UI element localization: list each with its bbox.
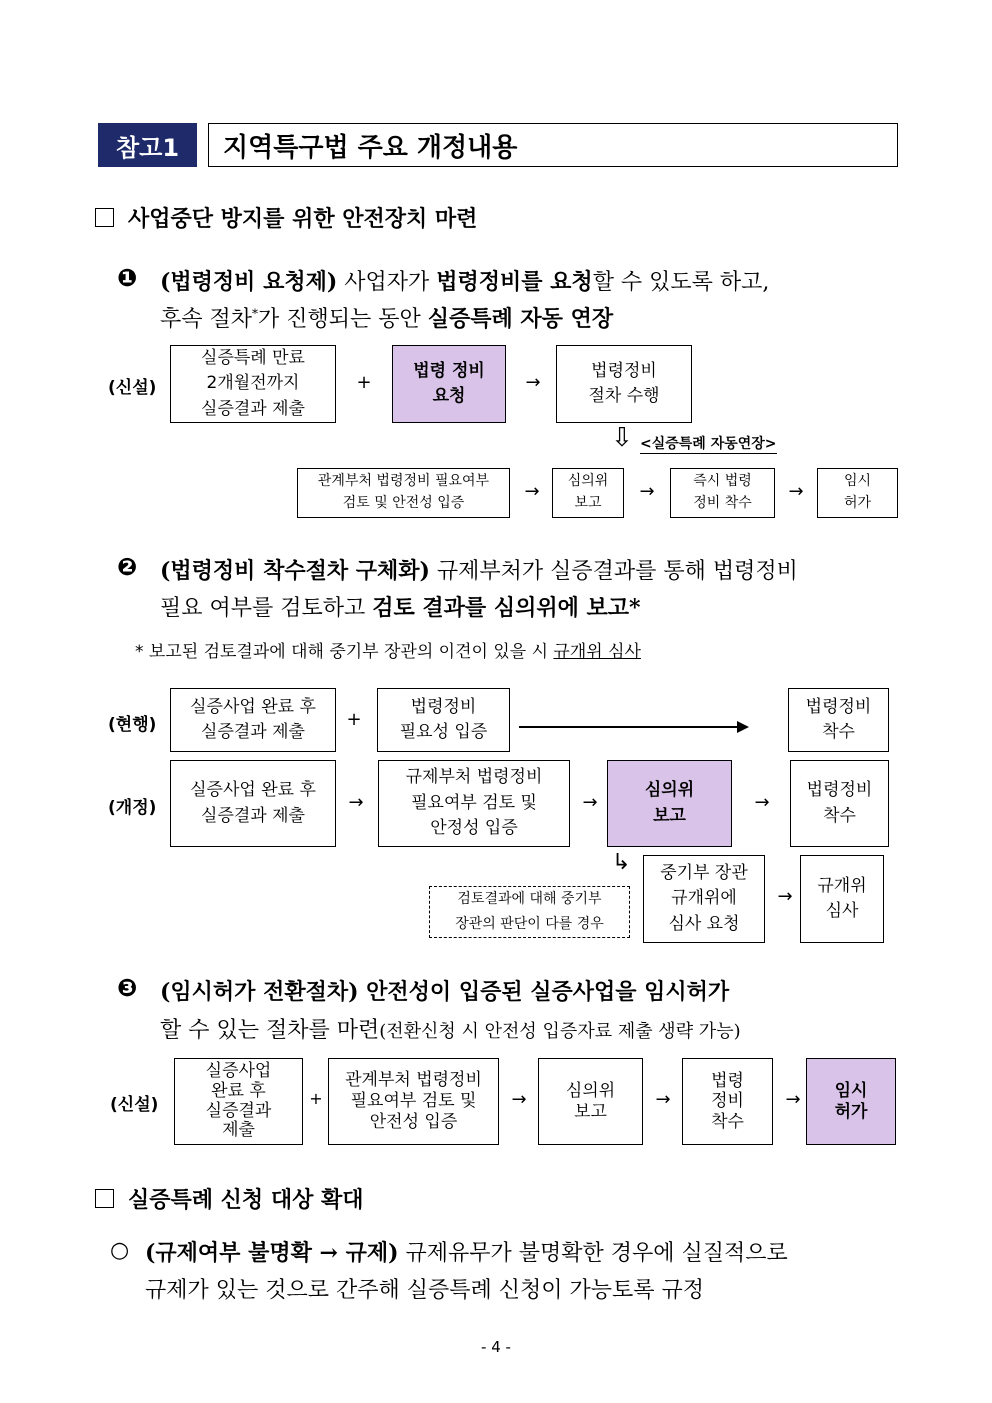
flow1-box-permit: 임시 허가 <box>817 468 898 518</box>
arrow-right-icon: → <box>655 1089 671 1110</box>
flow3-box-submit: 실증사업 완료 후 실증결과 제출 <box>174 1058 303 1145</box>
arrow-head-icon <box>737 721 749 733</box>
flow3-box-review: 관계부처 법령정비 필요여부 검토 및 안전성 입증 <box>328 1058 499 1145</box>
flow1-box-submit: 실증특례 만료 2개월전까지 실증결과 제출 <box>170 345 336 423</box>
flow3-box-report: 심의위 보고 <box>538 1058 643 1145</box>
arrow-right-icon: → <box>754 792 770 813</box>
flow3-box-start: 법령 정비 착수 <box>682 1058 773 1145</box>
flow2-new-box-start: 법령정비 착수 <box>790 760 889 847</box>
arrow-right-icon: → <box>788 481 804 502</box>
item4-line1: (규제여부 불명확 → 규제) 규제유무가 불명확한 경우에 실질적으로 <box>145 1240 788 1266</box>
item2-line1: (법령정비 착수절차 구체화) 규제부처가 실증결과를 통해 법령정비 <box>160 558 798 584</box>
page-number: - 4 - <box>481 1338 511 1356</box>
flow1-box-report: 심의위 보고 <box>552 468 624 518</box>
flow1-box-review: 관계부처 법령정비 필요여부 검토 및 안전성 입증 <box>297 468 510 518</box>
arrow-right-icon: → <box>511 1089 527 1110</box>
flow2-condition-note: 검토결과에 대해 중기부 장관의 판단이 다를 경우 <box>429 886 630 938</box>
item2-line2: 필요 여부를 검토하고 검토 결과를 심의위에 보고* <box>160 595 641 621</box>
arrow-down-icon: ⇩ <box>611 423 633 453</box>
long-arrow-line <box>519 726 739 728</box>
flow2-new-box-review: 규제부처 법령정비 필요여부 검토 및 안정성 입증 <box>378 760 570 847</box>
flow2-branch-box-request: 중기부 장관 규개위에 심사 요청 <box>643 855 765 943</box>
circle-bullet-icon: ○ <box>110 1238 130 1263</box>
flow2-cur-box-prove: 법령정비 필요성 입증 <box>377 688 510 752</box>
item2-footnote: * 보고된 검토결과에 대해 중기부 장관의 이견이 있을 시 규개위 심사 <box>135 642 641 662</box>
plus-icon: + <box>356 372 372 393</box>
arrow-right-icon: → <box>524 481 540 502</box>
arrow-right-icon: → <box>777 886 793 907</box>
number-1-icon: ❶ <box>117 264 138 292</box>
reference-badge: 참고1 <box>98 123 197 167</box>
arrow-right-icon: → <box>785 1089 801 1110</box>
flow1-box-start: 즉시 법령 정비 착수 <box>670 468 775 518</box>
item1-line1: (법령정비 요청제) 사업자가 법령정비를 요청할 수 있도록 하고, <box>160 269 770 295</box>
section-heading-1: 사업중단 방지를 위한 안전장치 마련 <box>95 202 477 233</box>
item1-line2: 후속 절차*가 진행되는 동안 실증특례 자동 연장 <box>160 306 614 332</box>
auto-extension-label: <실증특례 자동연장> <box>640 433 777 454</box>
section-heading-2: 실증특례 신청 대상 확대 <box>95 1183 364 1214</box>
flow2-label-revised: (개정) <box>108 798 157 818</box>
page-title: 지역특구법 주요 개정내용 <box>208 123 898 167</box>
item3-line1: (임시허가 전환절차) 안전성이 입증된 실증사업을 임시허가 <box>160 979 730 1005</box>
flow1-label: (신설) <box>108 378 157 398</box>
arrow-right-icon: → <box>348 792 364 813</box>
flow1-box-request: 법령 정비 요청 <box>392 345 506 423</box>
flow3-label: (신설) <box>110 1095 159 1115</box>
arrow-right-icon: → <box>525 372 541 393</box>
item4-line2: 규제가 있는 것으로 간주해 실증특례 신청이 가능토록 규정 <box>145 1278 705 1303</box>
arrow-right-icon: → <box>639 481 655 502</box>
number-3-icon: ❸ <box>117 974 138 1002</box>
flow2-cur-box-submit: 실증사업 완료 후 실증결과 제출 <box>170 688 336 752</box>
item3-line2: 할 수 있는 절차를 마련(전환신청 시 안전성 입증자료 제출 생략 가능) <box>160 1018 741 1043</box>
flow2-cur-box-start: 법령정비 착수 <box>788 688 889 752</box>
plus-icon: + <box>309 1089 323 1108</box>
flow2-label-current: (현행) <box>108 715 157 735</box>
number-2-icon: ❷ <box>117 553 138 581</box>
flow2-new-box-submit: 실증사업 완료 후 실증결과 제출 <box>170 760 336 847</box>
flow2-branch-box-review: 규개위 심사 <box>800 855 884 943</box>
flow1-box-process: 법령정비 절차 수행 <box>556 345 692 423</box>
checkbox-square-icon <box>95 1189 114 1208</box>
flow2-new-box-report: 심의위 보고 <box>607 760 732 847</box>
branch-arrow-icon: ↳ <box>612 850 631 875</box>
arrow-right-icon: → <box>582 792 598 813</box>
flow3-box-permit: 임시 허가 <box>806 1058 896 1145</box>
checkbox-square-icon <box>95 208 114 227</box>
plus-icon: + <box>346 709 362 730</box>
